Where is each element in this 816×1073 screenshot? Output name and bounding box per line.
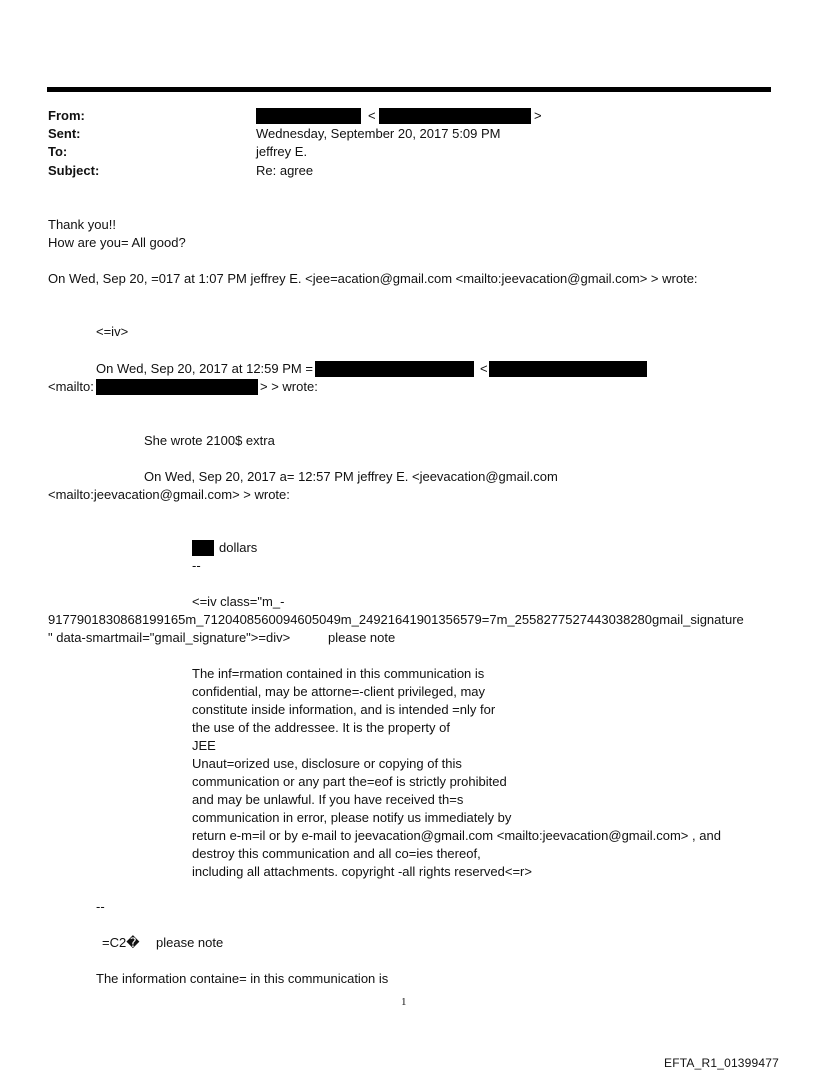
quote-header-3b: <mailto:jeevacation@gmail.com> > wrote:	[48, 487, 290, 502]
document-id-footer: EFTA_R1_01399477	[664, 1056, 780, 1070]
div-class-line-c: " data-smartmail="gmail_signature">=div>	[48, 630, 291, 645]
quote-header-2-lt: <	[480, 361, 488, 376]
signature-dashes-2: --	[96, 899, 105, 914]
from-gt: >	[534, 108, 542, 123]
div-class-line-a: <=iv class="m_-	[192, 594, 285, 609]
disclaimer-line: confidential, may be attorne=-client privileged, may	[192, 684, 486, 699]
disclaimer-line: the use of the addressee. It is the property of	[192, 720, 450, 735]
from-lt: <	[368, 108, 376, 123]
disclaimer-line: destroy this communication and all co=ies thereof,	[192, 846, 481, 861]
div-class-line-b: 9177901830868199165m_7120408560094605049m_24921641901356579=7m_2558277527443038280gmail_signature	[48, 612, 744, 627]
sent-label: Sent:	[48, 126, 81, 141]
body-line-thanks: Thank you!!	[48, 217, 116, 232]
quote-header-2b-pre: <mailto:	[48, 379, 94, 394]
disclaimer-line: including all attachments. copyright -all rights reserved<=r>	[192, 864, 532, 879]
header-rule	[47, 87, 771, 92]
c2-code: =C2�	[102, 935, 140, 950]
from-name-redaction	[256, 108, 361, 124]
disclaimer-block	[192, 665, 721, 881]
disclaimer-line: Unaut=orized use, disclosure or copying of this	[192, 756, 462, 771]
quote-header-2b-post: > > wrote:	[260, 379, 318, 394]
subject-value: Re: agree	[256, 163, 314, 178]
quote2-email-redaction	[489, 361, 647, 377]
quote-header-2a: On Wed, Sep 20, 2017 at 12:59 PM =	[96, 361, 313, 376]
from-email-redaction	[379, 108, 531, 124]
quote-header-3a: On Wed, Sep 20, 2017 a= 12:57 PM jeffrey E. <jeevacation@gmail.com	[144, 469, 558, 484]
sent-value: Wednesday, September 20, 2017 5:09 PM	[256, 126, 501, 141]
disclaimer-line: constitute inside information, and is intended =nly for	[192, 702, 496, 717]
body-line-how: How are you= All good?	[48, 235, 186, 250]
disclaimer-line: communication or any part the=eof is strictly prohibited	[192, 774, 507, 789]
signature-dashes-1: --	[192, 558, 201, 573]
page-number: 1	[401, 996, 407, 1008]
disclaimer-line: The inf=rmation contained in this communication is	[192, 666, 485, 681]
please-note-2: please note	[156, 935, 224, 950]
please-note-1: please note	[328, 630, 396, 645]
to-value: jeffrey E.	[256, 144, 308, 159]
she-wrote-line: She wrote 2100$ extra	[144, 433, 275, 448]
from-label: From:	[48, 108, 85, 123]
quote2-name-redaction	[315, 361, 474, 377]
disclaimer-line: communication in error, please notify us immediately by	[192, 810, 512, 825]
last-line: The information containe= in this communication is	[96, 971, 389, 986]
quote2-mailto-redaction	[96, 379, 258, 395]
div-tag: <=iv>	[96, 324, 129, 339]
amount-redaction	[192, 540, 214, 556]
quote-header-1: On Wed, Sep 20, =017 at 1:07 PM jeffrey E. <jee=acation@gmail.com <mailto:jeevacation@gmail.com> > wrote:	[48, 271, 698, 286]
disclaimer-line: return e-m=il or by e-mail to jeevacation@gmail.com <mailto:jeevacation@gmail.com> , and	[192, 828, 721, 843]
subject-label: Subject:	[48, 163, 100, 178]
disclaimer-line: and may be unlawful. If you have received th=s	[192, 792, 464, 807]
dollars-text: dollars	[219, 540, 258, 555]
disclaimer-line: JEE	[192, 738, 216, 753]
to-label: To:	[48, 144, 68, 159]
